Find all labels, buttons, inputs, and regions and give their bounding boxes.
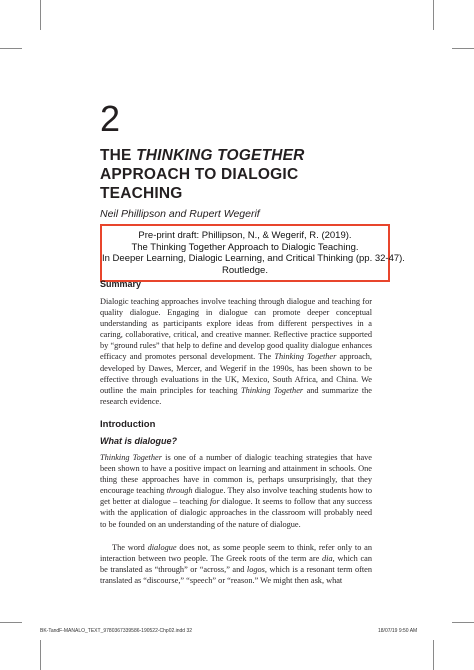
crop-mark xyxy=(0,622,22,623)
footer-timestamp: 18/07/19 9:50 AM xyxy=(378,628,418,634)
title-line-3: TEACHING xyxy=(100,185,183,202)
notice-line: In Deeper Learning, Dialogic Learning, and Critical Thinking (pp. 32-47). xyxy=(102,253,405,264)
crop-mark xyxy=(40,0,41,30)
summary-paragraph: Dialogic teaching approaches involve teaching through dialogue and teaching for quality dialogue. Engaging in dialogue can promote deeper conceptual understanding as participants explore ideas from different perspectives in a caring, collaborative, critical, and creative manner. Reflective practice supported by “ground rules” that help to define and develop good quality dialogue enhances efficacy and promotes personal development. The Thinking Together approach, developed by Dawes, Mercer, and Wegerif in the 1990s, has been shown to be effective through evaluations in the UK, Mexico, South Africa, and China. We outline the main principles for teaching Thinking Together and summarize the research evidence. xyxy=(100,297,372,406)
crop-mark xyxy=(433,640,434,670)
crop-mark xyxy=(452,622,474,623)
summary-heading: Summary xyxy=(100,279,142,289)
crop-mark xyxy=(0,48,22,49)
chapter-authors: Neil Phillipson and Rupert Wegerif xyxy=(100,208,260,220)
notice-line: Pre-print draft: Phillipson, N., & Wegerif, R. (2019). xyxy=(138,230,352,241)
title-line-2: APPROACH TO DIALOGIC xyxy=(100,166,299,183)
introduction-heading: Introduction xyxy=(100,419,156,430)
intro-paragraph-2: The word dialogue does not, as some people seem to think, refer only to an interaction between two people. The Greek roots of the term are dia, which can be translated as “through” or “across,” and logos, which is a resonant term often translated as “discourse,” “speech” or “reason.” We might then ask, what xyxy=(100,543,373,586)
notice-line: The Thinking Together Approach to Dialogic Teaching. xyxy=(131,241,359,253)
crop-mark xyxy=(452,48,474,49)
notice-line: Routledge. xyxy=(222,264,268,276)
title-prefix: THE xyxy=(100,147,137,164)
title-italic: THINKING TOGETHER xyxy=(136,147,305,164)
subheading-what-is-dialogue: What is dialogue? xyxy=(100,436,178,446)
chapter-title xyxy=(100,146,400,203)
footer-file-info: BK-TandF-MANALO_TEXT_9780367339586-190522-Chp02.indd 32 xyxy=(40,628,193,634)
intro-paragraph-1: Thinking Together is one of a number of dialogic teaching strategies that have been shown to have a positive impact on learning and attainment in schools. One thing these approaches have in common is, perhaps unsurprisingly, that they encourage teaching through dialogue. They also involve teaching students how to get better at dialogue – teaching for dialogue. It seems to follow that any success with the application of dialogic approaches in the classroom will probably need to be founded on an understanding of the nature of dialogue. xyxy=(100,453,372,529)
chapter-number: 2 xyxy=(100,98,121,139)
preprint-notice xyxy=(100,224,405,282)
crop-mark xyxy=(40,640,41,670)
crop-mark xyxy=(433,0,434,30)
